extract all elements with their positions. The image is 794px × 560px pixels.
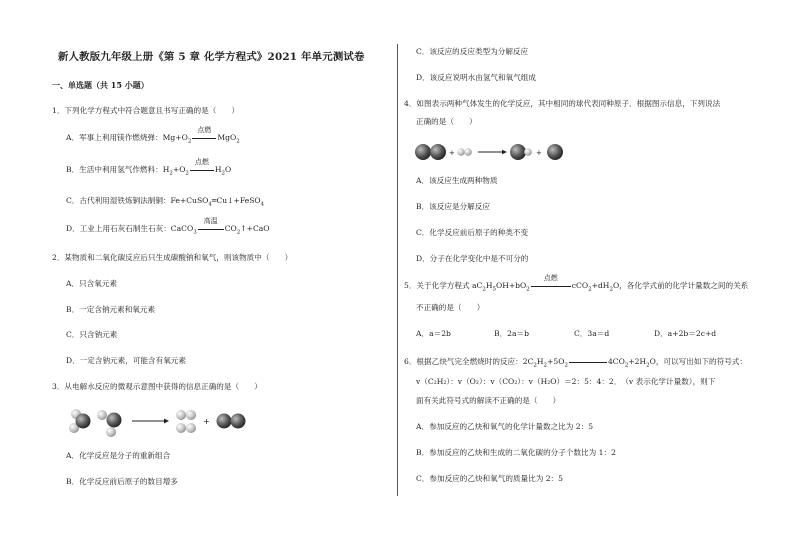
question-6-option-a: A．参加反应的乙炔和氧气的化学计量数之比为 2：5 [416, 422, 594, 431]
question-6-stem-line1: 6．根据乙炔气完全燃烧时的反应：$2C_2H_2+5O_2$ $4CO_2+2H_2O$，可以写出如下的符号式： [404, 357, 747, 369]
question-1-option-c: C．古代利用湿铁炼铜法制铜：Fe+CuSO$_4$═Cu↓+FeSO$_4$ [66, 196, 265, 208]
page-title: 新人教版九年级上册《第 5 章 化学方程式》2021 年单元测试卷 [58, 51, 365, 63]
svg-text:+: + [536, 149, 542, 157]
question-5-option-c: C．3a＝d [574, 329, 610, 338]
section-heading: 一、单选题（共 15 小题） [52, 80, 149, 90]
question-6-option-b: B．参加反应的乙炔和生成的二氧化碳的分子个数比为 1：2 [416, 448, 616, 457]
question-3-option-b: B．化学反应前后原子的数目增多 [66, 477, 178, 486]
question-6-stem-line2: v（C₂H₂）：v（O₂）：v（CO₂）：v（H₂O）＝2：5：4：2． （v 表示化学计量数），则下 [416, 377, 716, 386]
question-2-option-a: A．只含氧元素 [66, 279, 118, 288]
question-4-option-d: D．分子在化学变化中是不可分的 [416, 254, 529, 263]
question-4-option-c: C．化学反应前后原子的种类不变 [416, 228, 529, 237]
question-4-option-a: A．该反应生成两种物质 [416, 176, 498, 185]
question-2-option-d: D．一定含钠元素，可能含有氧元素 [66, 356, 186, 365]
question-2-stem: 2．某物质和二氧化碳反应后只生成碳酸钠和氧气，则该物质中（ ） [52, 253, 293, 262]
svg-text:+: + [449, 149, 455, 157]
question-1-option-b: B．生活中利用氢气作燃料：$H_2+O_2$ 点燃 $H_2O$ [66, 158, 232, 177]
column-divider [397, 44, 398, 496]
gas-reaction-diagram [414, 140, 574, 164]
svg-text:+: + [203, 417, 210, 426]
question-4-option-b: B．该反应是分解反应 [416, 202, 490, 211]
question-5-option-d: D．a+2b＝2c+d [654, 329, 717, 338]
question-3-option-c: C．该反应的反应类型为分解反应 [416, 47, 529, 56]
question-3-stem: 3．从电解水反应的微观示意图中获得的信息正确的是（ ） [52, 382, 262, 391]
question-5-option-a: A．a＝2b [416, 329, 451, 338]
question-4-stem-line2: 正确的是（ ） [416, 117, 477, 126]
electrolysis-diagram [64, 404, 274, 438]
question-3-option-a: A．化学反应是分子的重新组合 [66, 451, 171, 460]
question-5-option-b: B．2a＝b [494, 329, 529, 338]
question-3-option-d: D．该反应说明水由氢气和氧气组成 [416, 73, 536, 82]
question-1-stem: 1．下列化学方程式中符合题意且书写正确的是（ ） [52, 106, 240, 115]
question-4-stem-line1: 4．如图表示两种气体发生的化学反应，其中相同的球代表同种原子．根据图示信息，下列说法 [404, 99, 721, 108]
question-5-stem: 5．关于化学方程式 $aC_2H_5OH+bO_2$ 点燃 $cCO_2+dH_2O$，各化学式前的化学计量数之间的关系 [404, 274, 749, 293]
question-5-stem-line2: 不正确的是（ ） [416, 303, 485, 312]
question-2-option-b: B．一定含钠元素和氧元素 [66, 305, 156, 314]
question-6-option-c: C．参加反应的乙炔和氧气的质量比为 2：5 [416, 474, 563, 483]
question-2-option-c: C．只含钠元素 [66, 330, 118, 339]
question-1-option-d: D．工业上用石灰石制生石灰：CaCO$_3$ 高温 $CO_2↑+CaO$ [66, 217, 270, 236]
question-1-option-a: A．军事上利用镁作燃烧弹：$Mg+O_2$ 点燃 MgO$_2$ [66, 126, 240, 145]
question-6-stem-line3: 面有关此符号式的解读不正确的是（ ） [416, 396, 561, 405]
